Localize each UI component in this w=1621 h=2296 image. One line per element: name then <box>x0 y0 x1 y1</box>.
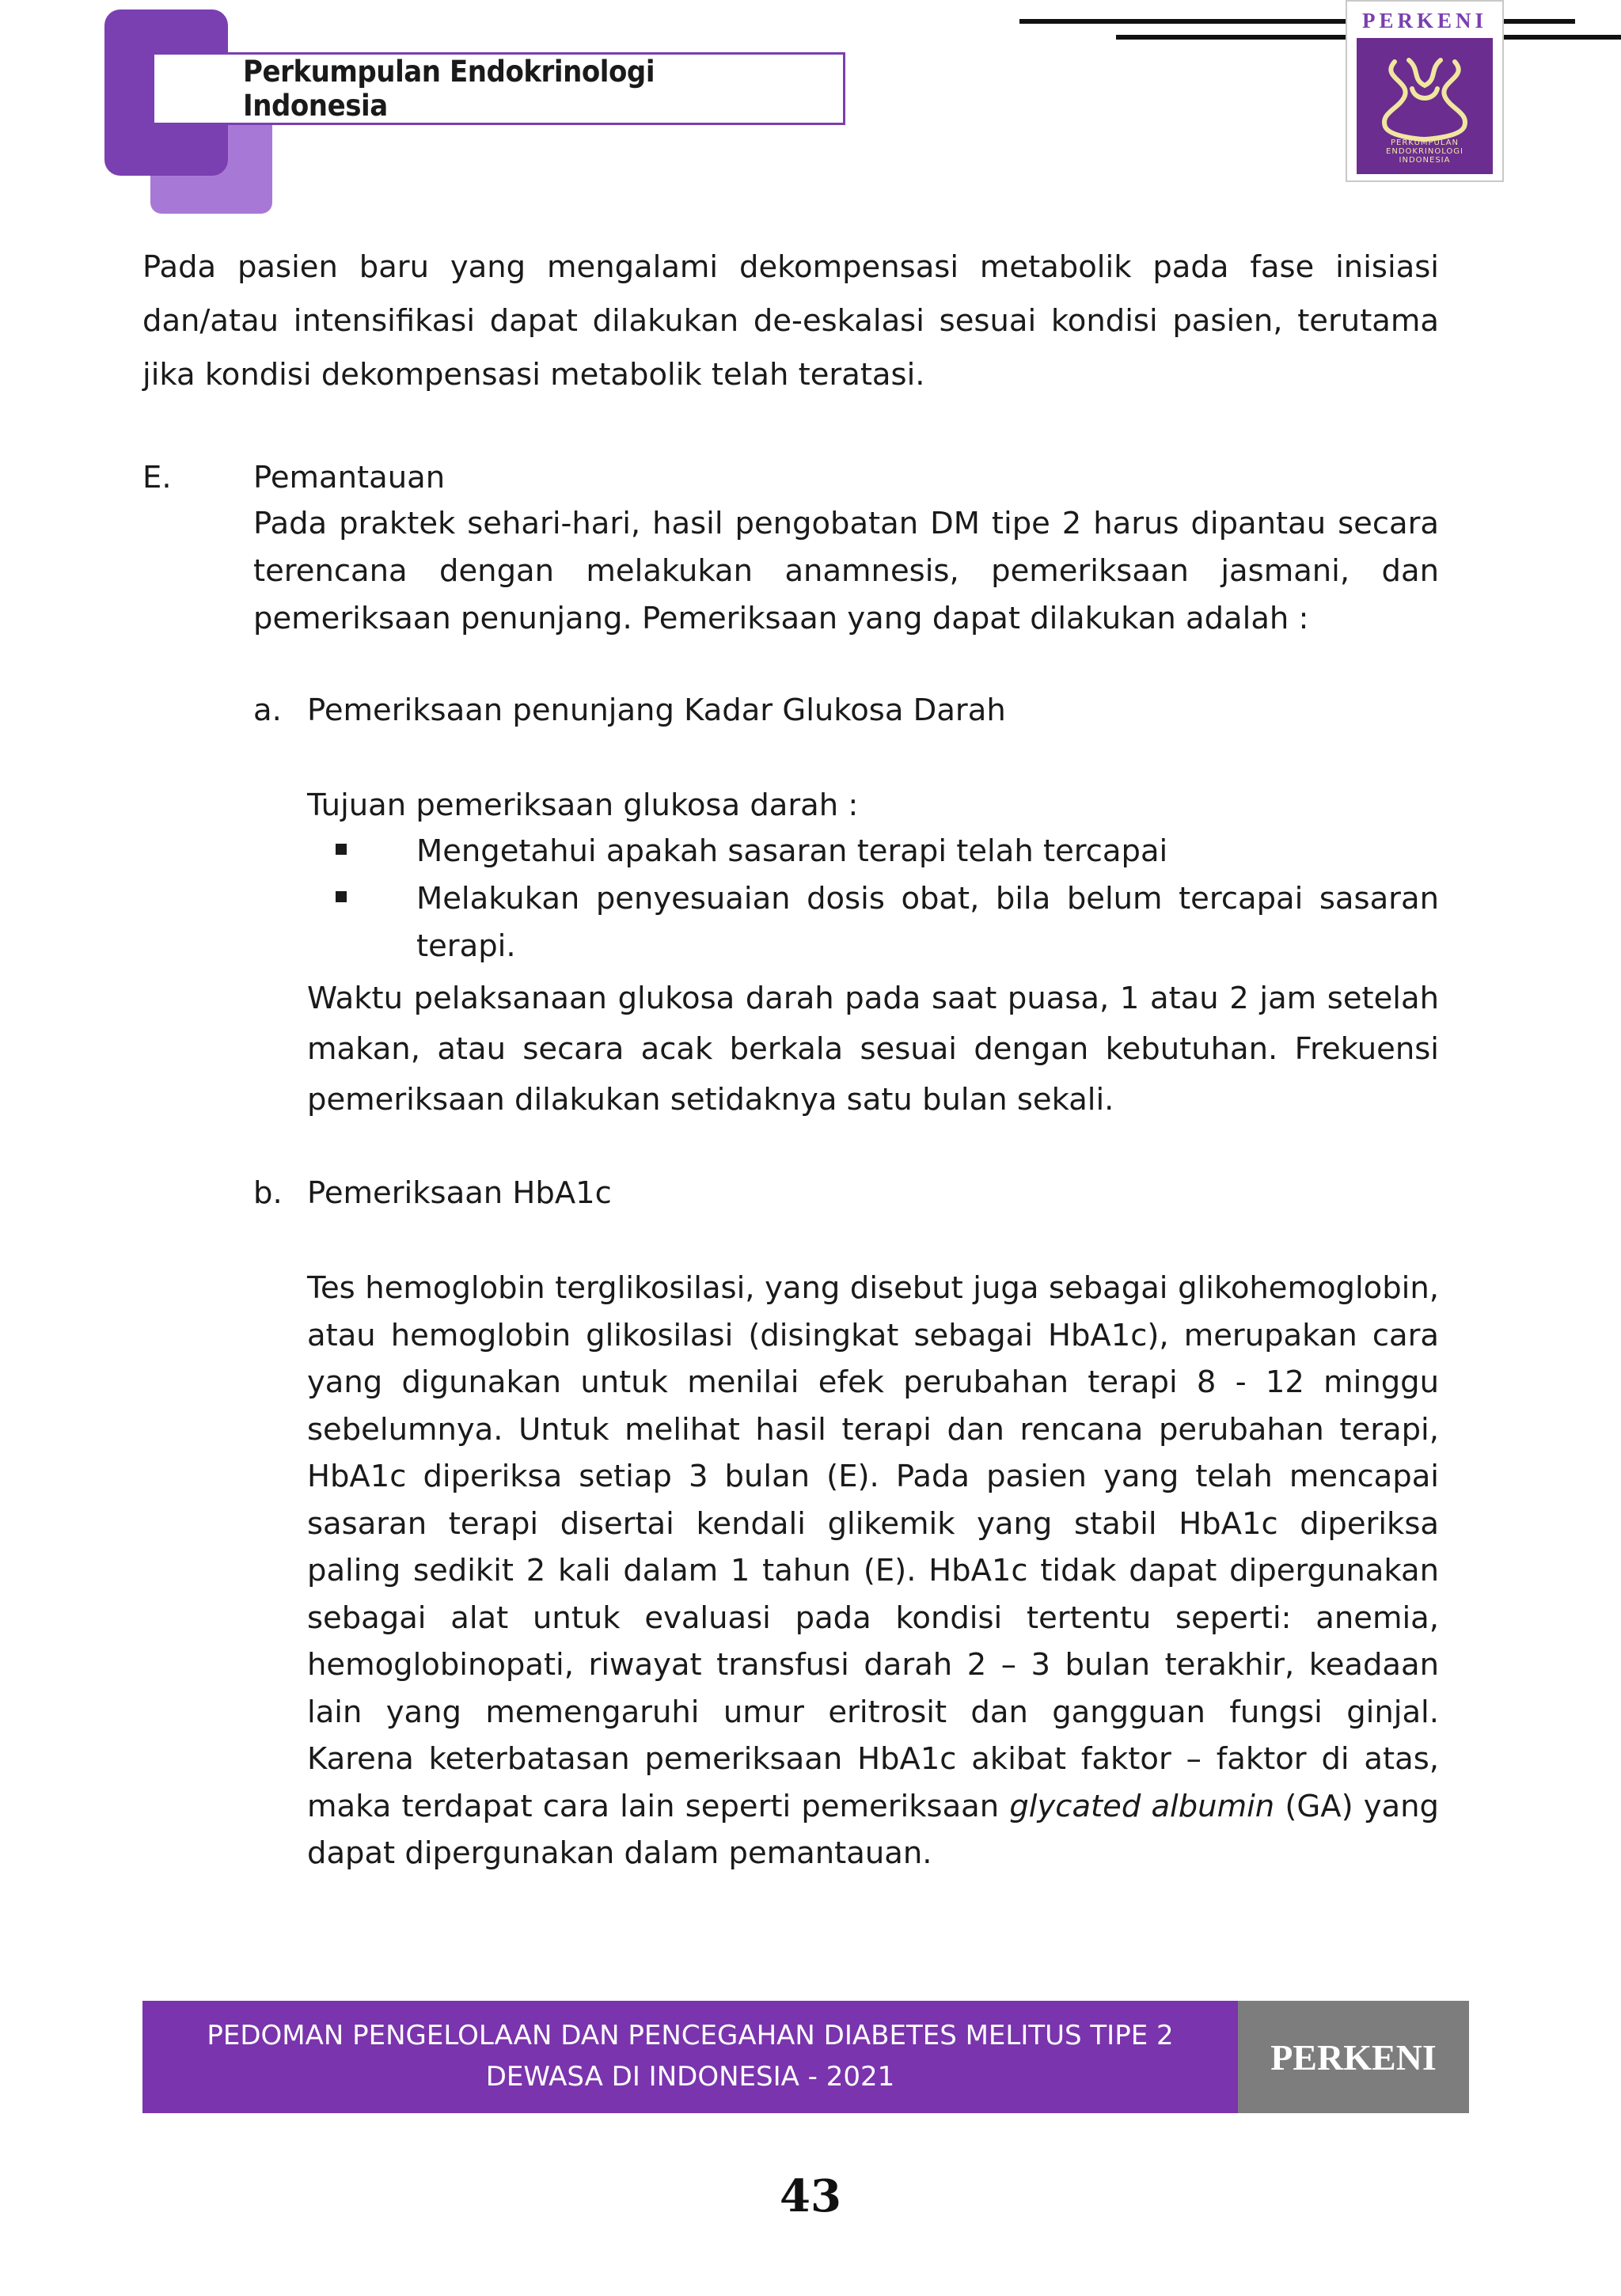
item-a-intro: Tujuan pemeriksaan glukosa darah : <box>307 787 859 823</box>
footer-banner <box>142 2001 1238 2113</box>
logo-sub-line: PERKUMPULAN <box>1390 139 1459 147</box>
item-a-paragraph: Waktu pelaksanaan glukosa darah pada saat puasa, 1 atau 2 jam setelah makan, atau secara acak berkala sesuai dengan kebutuhan. Frekuensi pemeriksaan dilakukan setidaknya satu bulan sekali. <box>307 981 1439 1118</box>
bullet-item: Mengetahui apakah sasaran terapi telah tercapai <box>416 833 1168 869</box>
header-title-box <box>152 52 845 125</box>
bullet-item: Melakukan penyesuaian dosis obat, bila belum tercapai sasaran terapi. <box>416 881 1439 964</box>
section-letter: E. <box>142 460 172 495</box>
item-b-paragraph <box>307 1265 1439 1877</box>
section-title: Pemantauan <box>253 460 446 495</box>
logo-subtitle <box>1357 139 1493 165</box>
header-rule <box>1504 35 1621 40</box>
item-a-title: Pemeriksaan penunjang Kadar Glukosa Darah <box>307 693 1006 728</box>
footer-line: PEDOMAN PENGELOLAAN DAN PENCEGAHAN DIABETES MELITUS TIPE 2 <box>207 2020 1174 2051</box>
item-a-letter: a. <box>253 693 282 728</box>
footer-brand: PERKENI <box>1238 2001 1469 2113</box>
intro-paragraph: Pada pasien baru yang mengalami dekompensasi metabolik pada fase inisiasi dan/atau intensifikasi dapat dilakukan de-eskalasi sesuai kondisi pasien, terutama jika kondisi dekompensasi metabolik telah teratasi. <box>142 249 1439 393</box>
logo-emblem <box>1357 38 1493 174</box>
section-paragraph: Pada praktek sehari-hari, hasil pengobatan DM tipe 2 harus dipantau secara terencana dengan melakukan anamnesis, pemeriksaan jasmani, dan pemeriksaan penunjang. Pemeriksaan yang dapat dilakukan adalah : <box>253 506 1439 636</box>
header-org-title: Perkumpulan Endokrinologi Indonesia <box>243 55 655 123</box>
bullet-square-icon <box>336 891 347 902</box>
logo-sub-line: ENDOKRINOLOGI <box>1386 147 1463 156</box>
header-rule <box>1504 19 1575 24</box>
footer-line: DEWASA DI INDONESIA - 2021 <box>485 2061 895 2093</box>
page-number: 43 <box>780 2170 841 2222</box>
item-b-text: (GA) yang dapat dipergunakan dalam pemantauan. <box>307 1788 1439 1871</box>
logo-sub-line: INDONESIA <box>1399 156 1451 165</box>
header-rule <box>1019 19 1350 24</box>
item-b-italic-term: glycated albumin <box>1009 1788 1275 1824</box>
perkeni-logo <box>1346 0 1504 182</box>
logo-wordmark: PERKENI <box>1361 8 1488 32</box>
item-b-title: Pemeriksaan HbA1c <box>307 1175 612 1211</box>
bullet-square-icon <box>336 844 347 855</box>
item-b-text: Tes hemoglobin terglikosilasi, yang disebut juga sebagai glikohemoglobin, atau hemoglobin glikosilasi (disingkat sebagai HbA1c), merupakan cara yang digunakan untuk menilai efek perubahan terapi 8 - 12 minggu sebelumnya. Untuk melihat hasil terapi dan rencana perubahan terapi, HbA1c diperiksa setiap 3 bulan (E). Pada pasien yang telah mencapai sasaran terapi disertai kendali glikemik yang stabil HbA1c diperiksa paling sedikit 2 kali dalam 1 tahun (E). HbA1c tidak dapat dipergunakan sebagai alat untuk evaluasi pada kondisi tertentu seperti: anemia, hemoglobinopati, riwayat transfusi darah 2 – 3 bulan terakhir, keadaan lain yang memengaruhi umur eritrosit dan gangguan fungsi ginjal. Karena keterbatasan pemeriksaan HbA1c akibat faktor – faktor di atas, maka terdapat cara lain seperti pemeriksaan <box>307 1270 1439 1824</box>
item-b-letter: b. <box>253 1175 283 1211</box>
header-rule <box>1116 35 1350 40</box>
